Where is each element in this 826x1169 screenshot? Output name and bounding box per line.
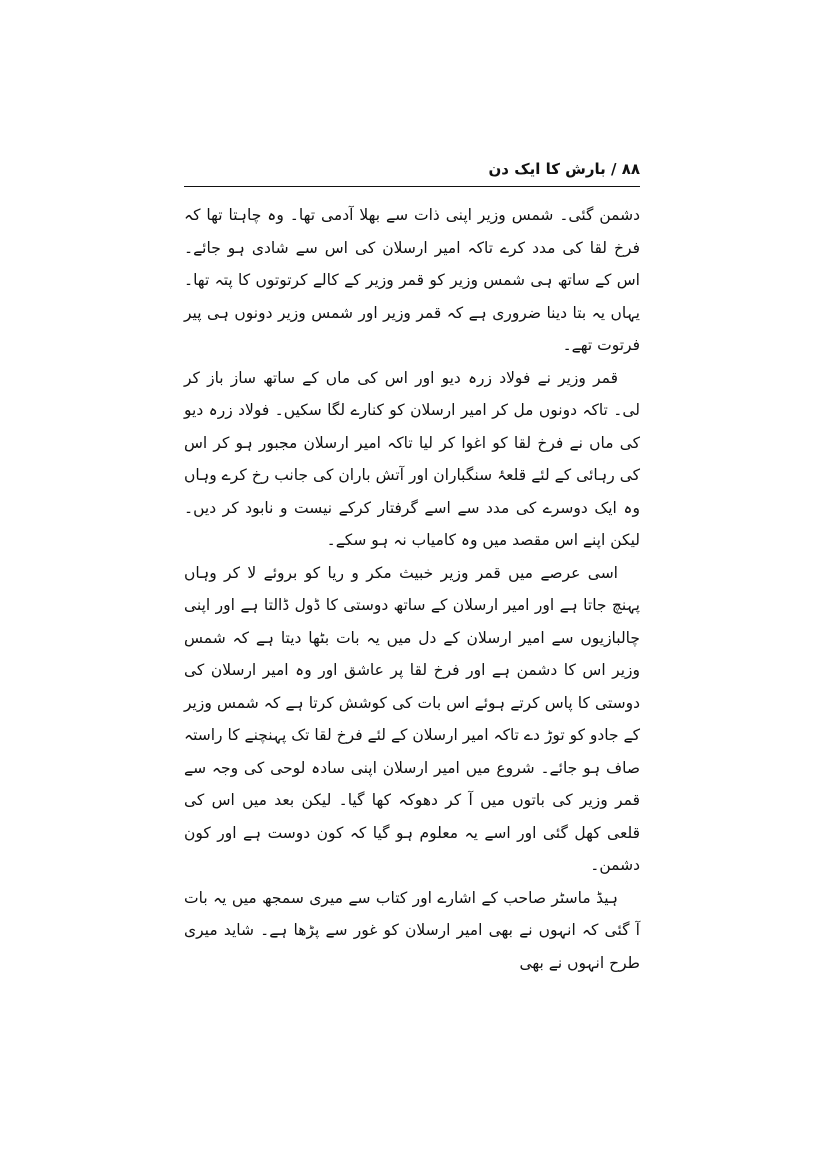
running-header: [184, 158, 640, 186]
header-rule-divider: [184, 186, 640, 187]
paragraph-1: دشمن گئی۔ شمس وزیر اپنی ذات سے بھلا آدمی تھا۔ وہ چاہتا تھا کہ فرخ لقا کی مدد کرے تاکہ امیر ارسلان کی اس سے شادی ہو جائے۔ اس کے ساتھ ہی شمس وزیر کو قمر وزیر کے کالے کرتوتوں کا پتہ تھا۔ یہاں یہ بتا دینا ضروری ہے کہ قمر وزیر اور شمس وزیر دونوں ہی پیر فرتوت تھے۔: [184, 206, 640, 354]
body-text: [184, 199, 640, 979]
paragraph-3: اسی عرصے میں قمر وزیر خبیث مکر و ریا کو بروئے لا کر وہاں پہنچ جاتا ہے اور امیر ارسلان کے ساتھ دوستی کا ڈول ڈالتا ہے اور اپنی چالبازیوں سے امیر ارسلان کے دل میں یہ بات بٹھا دیتا ہے کہ شمس وزیر اس کا دشمن ہے اور فرخ لقا پر عاشق اور وہ امیر ارسلان کی دوستی کا پاس کرتے ہوئے اس بات کی کوشش کرتا ہے کہ شمس وزیر کے جادو کو توڑ دے تاکہ امیر ارسلان کے لئے فرخ لقا تک پہنچنے کا راستہ صاف ہو جائے۔ شروع میں امیر ارسلان اپنی سادہ لوحی کی وجہ سے قمر وزیر کی باتوں میں آ کر دھوکہ کھا گیا۔ لیکن بعد میں اس کی قلعی کھل گئی اور اسے یہ معلوم ہو گیا کہ کون دوست ہے اور کون دشمن۔: [184, 563, 640, 874]
running-head-text: ۸۸ / بارش کا ایک دن: [488, 160, 640, 178]
paragraph-2: قمر وزیر نے فولاد زرہ دیو اور اس کی ماں کے ساتھ ساز باز کر لی۔ تاکہ دونوں مل کر امیر ارسلان کو کنارے لگا سکیں۔ فولاد زرہ دیو کی ماں نے فرخ لقا کو اغوا کر لیا تاکہ امیر ارسلان مجبور ہو کر اس کی رہائی کے لئے قلعۂ سنگباران اور آتش باران کی جانب رخ کرے وہاں وہ ایک دوسرے کی مدد سے اسے گرفتار کرکے نیست و نابود کر دیں۔ لیکن اپنے اس مقصد میں وہ کامیاب نہ ہو سکے۔: [184, 368, 640, 549]
paragraph-4: ہیڈ ماسٹر صاحب کے اشارے اور کتاب سے میری سمجھ میں یہ بات آ گئی کہ انہوں نے بھی امیر ارسلان کو غور سے پڑھا ہے۔ شاید میری طرح انہوں نے بھی: [184, 888, 640, 972]
